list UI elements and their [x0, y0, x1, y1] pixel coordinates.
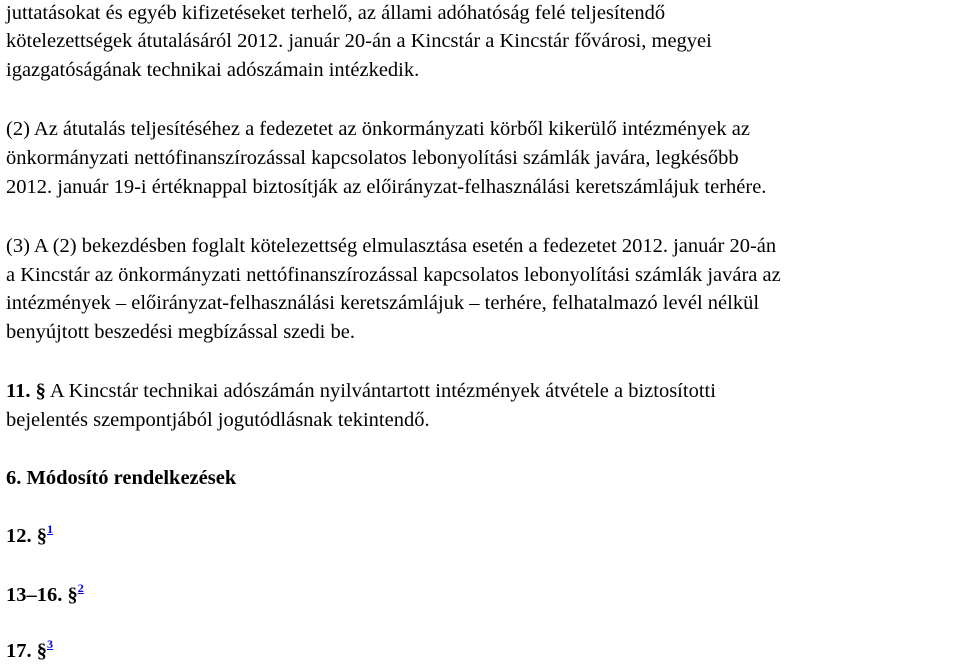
section-text: A Kincstár technikai adószámán nyilvántartott intézmények átvétele a biztosítotti	[49, 380, 716, 402]
section-17	[6, 638, 53, 666]
paragraph-line: 2012. január 19-i értéknappal biztosítják az előirányzat-felhasználási keretszámlájuk terhére.	[6, 176, 767, 198]
section-number: 13–16.	[6, 584, 63, 606]
section-sign: §	[36, 640, 47, 662]
paragraph-line: benyújtott beszedési megbízással szedi be.	[6, 321, 355, 343]
footnote-link[interactable]: 2	[77, 581, 84, 595]
paragraph-line: a Kincstár az önkormányzati nettófinanszírozással kapcsolatos lebonyolítási számlák javára az	[6, 264, 781, 286]
paragraph-line: (3) A (2) bekezdésben foglalt kötelezettség elmulasztása esetén a fedezetet 2012. január 20-án	[6, 235, 777, 257]
paragraph-line: kötelezettségek átutalásáról 2012. január 20-án a Kincstár a Kincstár fővárosi, megyei	[6, 30, 712, 52]
paragraph-line: intézmények – előirányzat-felhasználási keretszámlájuk – terhére, felhatalmazó levél nélkül	[6, 292, 760, 314]
section-sign: §	[67, 584, 78, 606]
footnote-link[interactable]: 1	[47, 522, 53, 536]
section-number: 12.	[6, 525, 32, 547]
section-sign: §	[35, 380, 46, 402]
section-13-16	[6, 582, 84, 610]
paragraph-line: önkormányzati nettófinanszírozással kapcsolatos lebonyolítási számlák javára, legkésőbb	[6, 147, 739, 169]
section-11-line	[6, 378, 716, 404]
paragraph-line: bejelentés szempontjából jogutódlásnak tekintendő.	[6, 409, 430, 431]
chapter-heading: 6. Módosító rendelkezések	[6, 467, 237, 489]
section-sign: §	[36, 525, 47, 547]
paragraph-line: juttatásokat és egyéb kifizetéseket terhelő, az állami adóhatóság felé teljesítendő	[6, 2, 666, 24]
paragraph-line: (2) Az átutalás teljesítéséhez a fedezetet az önkormányzati körből kikerülő intézmények az	[6, 118, 750, 140]
paragraph-line: igazgatóságának technikai adószámain intézkedik.	[6, 59, 420, 81]
section-12	[6, 523, 53, 551]
section-number: 17.	[6, 640, 32, 662]
section-number: 11.	[6, 380, 31, 402]
footnote-link[interactable]: 3	[47, 637, 53, 651]
